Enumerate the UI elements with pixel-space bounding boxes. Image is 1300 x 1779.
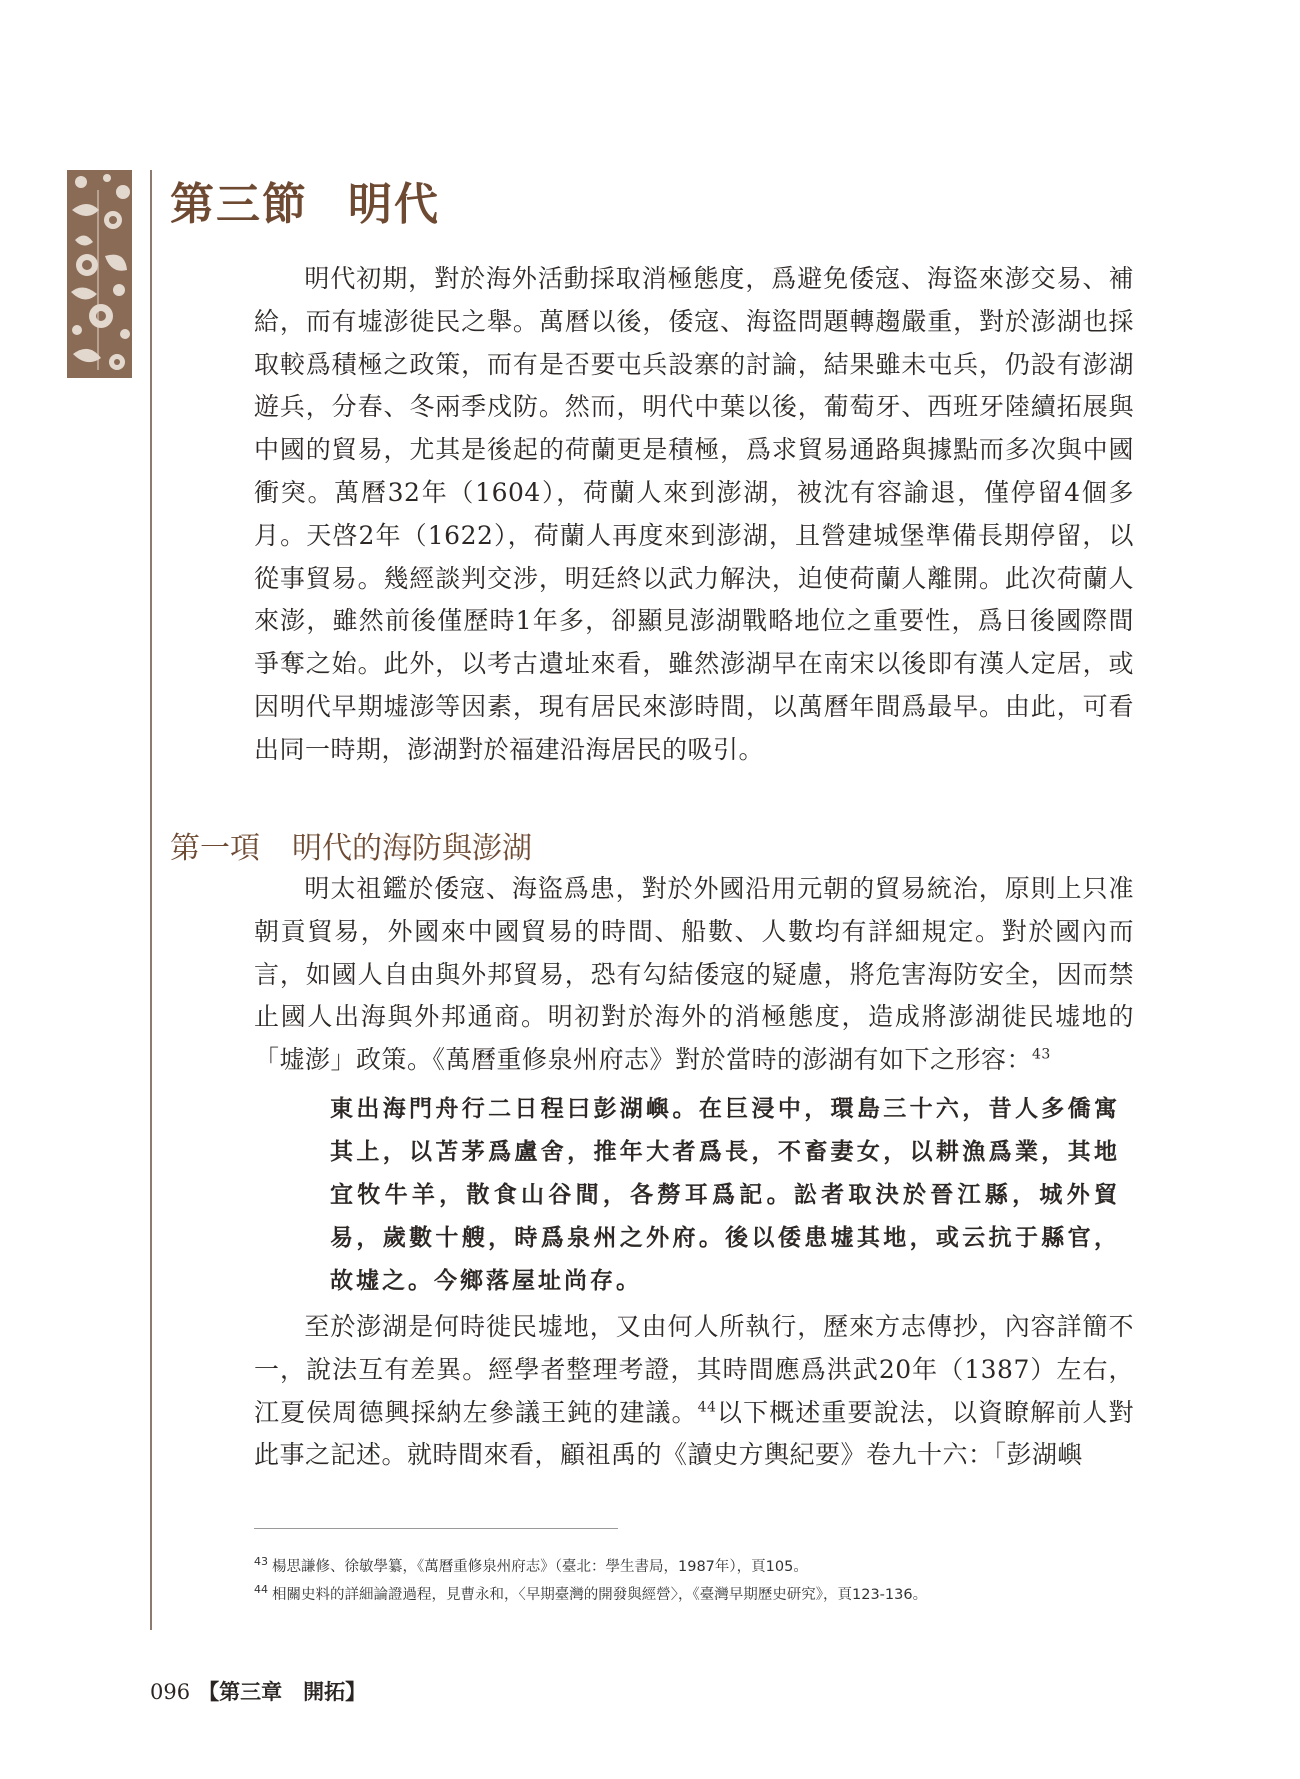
paragraph-text: 明太祖鑑於倭寇、海盜爲患，對於外國沿用元朝的貿易統治，原則上只准朝貢貿易，外國來中國貿易的時間、船數、人數均有詳細規定。對於國內而言，如國人自由與外邦貿易，恐有勾結倭寇的疑慮，將危害海防安全，因而禁止國人出海與外邦通商。明初對於海外的消極態度，造成將澎湖徙民墟地的「墟澎」政策。《萬曆重修泉州府志》對於當時的澎湖有如下之形容：	[254, 874, 1134, 1075]
footnote-text: 相關史料的詳細論證過程，見曹永和，〈早期臺灣的開發與經營〉，《臺灣早期歷史研究》，頁123-136。	[272, 1587, 928, 1603]
subsection-name: 明代的海防與澎湖	[292, 831, 532, 866]
vertical-rule	[150, 170, 152, 1630]
footnote-ref-43[interactable]: 43	[1032, 1046, 1051, 1063]
page-footer	[150, 1676, 366, 1706]
paragraph-ming-intro	[254, 258, 1134, 772]
footnote-44	[254, 1583, 927, 1604]
section-name: 明代	[348, 179, 440, 230]
footnote-43	[254, 1555, 808, 1576]
chapter-label: 【第三章 開拓】	[198, 1679, 367, 1704]
section-number: 第三節	[170, 179, 308, 230]
subsection-title	[170, 823, 532, 867]
block-quote: 東出海門舟行二日程曰彭湖嶼。在巨浸中，環島三十六，昔人多僑寓其上，以苫茅爲盧舍，推年大者爲長，不畜妻女，以耕漁爲業，其地宜牧牛羊，散食山谷間，各剺耳爲記。訟者取決於晉江縣，城外貿易，歲數十艘，時爲泉州之外府。後以倭患墟其地，或云抗于縣官，故墟之。今鄉落屋址尚存。	[330, 1095, 1120, 1294]
footnote-number: 44	[254, 1583, 268, 1597]
footnote-number: 43	[254, 1555, 268, 1569]
page-number: 096	[150, 1680, 191, 1704]
paragraph-text-continued: 以下概述重要說法，以資瞭解前人對此事之記述。就時間來看，顧祖禹的《讀史方輿紀要》卷九十六：「彭湖嶼	[254, 1397, 1134, 1470]
paragraph-maritime-defense	[254, 868, 1134, 1082]
footnote-divider	[254, 1528, 618, 1529]
subsection-number: 第一項	[170, 831, 260, 866]
paragraph-depopulation	[254, 1306, 1134, 1477]
footnote-text: 楊思謙修、徐敏學纂，《萬曆重修泉州府志》（臺北：學生書局，1987年），頁105。	[272, 1559, 808, 1575]
paragraph-text: 明代初期，對於海外活動採取消極態度，爲避免倭寇、海盜來澎交易、補給，而有墟澎徙民之舉。萬曆以後，倭寇、海盜問題轉趨嚴重，對於澎湖也採取較爲積極之政策，而有是否要屯兵設寨的討論，結果雖未屯兵，仍設有澎湖遊兵，分春、冬兩季戍防。然而，明代中葉以後，葡萄牙、西班牙陸續拓展與中國的貿易，尤其是後起的荷蘭更是積極，爲求貿易通路與據點而多次與中國衝突。萬曆32年（1604），荷蘭人來到澎湖，被沈有容諭退，僅停留4個多月。天啓2年（1622），荷蘭人再度來到澎湖，且營建城堡準備長期停留，以從事貿易。幾經談判交涉，明廷終以武力解決，迫使荷蘭人離開。此次荷蘭人來澎，雖然前後僅歷時1年多，卻顯見澎湖戰略地位之重要性，爲日後國際間爭奪之始。此外，以考古遺址來看，雖然澎湖早在南宋以後即有漢人定居，或因明代早期墟澎等因素，現有居民來澎時間，以萬曆年間爲最早。由此，可看出同一時期，澎湖對於福建沿海居民的吸引。	[254, 264, 1134, 764]
floral-ornament-icon	[67, 170, 132, 378]
paragraph-text: 至於澎湖是何時徙民墟地，又由何人所執行，歷來方志傳抄，內容詳簡不一，說法互有差異。經學者整理考證，其時間應爲洪武20年（1387）左右，江夏侯周德興採納左參議王鈍的建議。	[254, 1312, 1134, 1427]
section-title	[170, 168, 440, 232]
footnote-ref-44[interactable]: 44	[697, 1399, 717, 1416]
